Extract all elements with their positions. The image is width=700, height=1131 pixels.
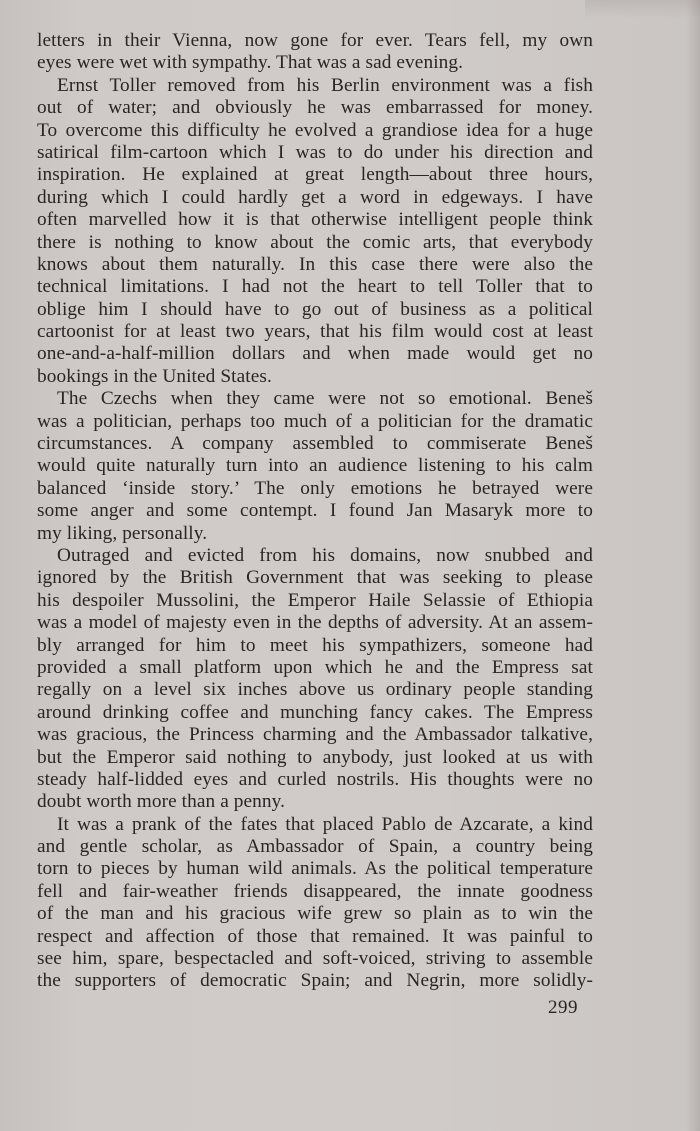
text-line: Ernst Toller removed from his Berlin environment was a fish: [57, 74, 593, 96]
page-edge-shadow: [585, 0, 700, 18]
text-line: oblige him I should have to go out of business as a political: [37, 298, 593, 320]
text-line: inspiration. He explained at great length—about three hours,: [37, 164, 593, 186]
text-line: there is nothing to know about the comic arts, that everybody: [37, 231, 593, 253]
text-line: It was a prank of the fates that placed Pablo de Azcarate, a kind: [57, 813, 593, 835]
text-line: out of water; and obviously he was embarrassed for money.: [37, 97, 593, 119]
text-line: fell and fair-weather friends disappeared, the innate goodness: [37, 880, 593, 902]
text-line: provided a small platform upon which he and the Empress sat: [37, 656, 593, 678]
text-line: the supporters of democratic Spain; and Negrin, more solidly-: [37, 970, 593, 992]
text-line: respect and affection of those that remained. It was painful to: [37, 925, 593, 947]
text-line: regally on a level six inches above us ordinary people standing: [37, 679, 593, 701]
text-line: was a model of majesty even in the depths of adversity. At an assem-: [37, 612, 593, 634]
text-line: one-and-a-half-million dollars and when made would get no: [37, 343, 593, 365]
text-line: ignored by the British Government that was seeking to please: [37, 567, 593, 589]
text-line: torn to pieces by human wild animals. As the political temperature: [37, 858, 593, 880]
text-line: circumstances. A company assembled to commiserate Beneš: [37, 433, 593, 455]
text-line: during which I could hardly get a word in edgeways. I have: [37, 186, 593, 208]
page-number: 299: [548, 997, 578, 1018]
body-text: [37, 30, 593, 993]
text-line: would quite naturally turn into an audience listening to his calm: [37, 455, 593, 477]
text-line: but the Emperor said nothing to anybody, just looked at us with: [37, 746, 593, 768]
text-line: bookings in the United States.: [37, 365, 272, 387]
text-line: eyes were wet with sympathy. That was a sad evening.: [37, 52, 464, 74]
text-line: Outraged and evicted from his domains, now snubbed and: [57, 544, 593, 566]
text-line: his despoiler Mussolini, the Emperor Haile Selassie of Ethiopia: [37, 589, 593, 611]
text-line: The Czechs when they came were not so emotional. Beneš: [57, 388, 593, 410]
text-line: was a politician, perhaps too much of a politician for the dramatic: [37, 410, 593, 432]
text-line: of the man and his gracious wife grew so plain as to win the: [37, 903, 593, 925]
text-line: balanced ‘inside story.’ The only emotions he betrayed were: [37, 477, 593, 499]
text-line: bly arranged for him to meet his sympathizers, someone had: [37, 634, 593, 656]
page-spine-shadow: [686, 0, 700, 1131]
text-line: technical limitations. I had not the heart to tell Toller that to: [37, 276, 593, 298]
text-line: some anger and some contempt. I found Jan Masaryk more to: [37, 500, 593, 522]
text-line: cartoonist for at least two years, that his film would cost at least: [37, 321, 593, 343]
text-line: satirical film-cartoon which I was to do under his direction and: [37, 141, 593, 163]
text-line: see him, spare, bespectacled and soft-voiced, striving to assemble: [37, 948, 593, 970]
text-line: letters in their Vienna, now gone for ever. Tears fell, my own: [37, 30, 593, 51]
text-line: and gentle scholar, as Ambassador of Spain, a country being: [37, 836, 593, 858]
text-line: was gracious, the Princess charming and the Ambassador talkative,: [37, 724, 593, 746]
text-line: often marvelled how it is that otherwise intelligent people think: [37, 209, 593, 231]
text-line: doubt worth more than a penny.: [37, 791, 286, 813]
text-line: knows about them naturally. In this case there were also the: [37, 253, 593, 275]
text-line: my liking, personally.: [37, 522, 208, 544]
text-line: steady half-lidded eyes and curled nostrils. His thoughts were no: [37, 768, 593, 790]
text-line: To overcome this difficulty he evolved a grandiose idea for a huge: [37, 119, 593, 141]
text-line: around drinking coffee and munching fancy cakes. The Empress: [37, 701, 593, 723]
